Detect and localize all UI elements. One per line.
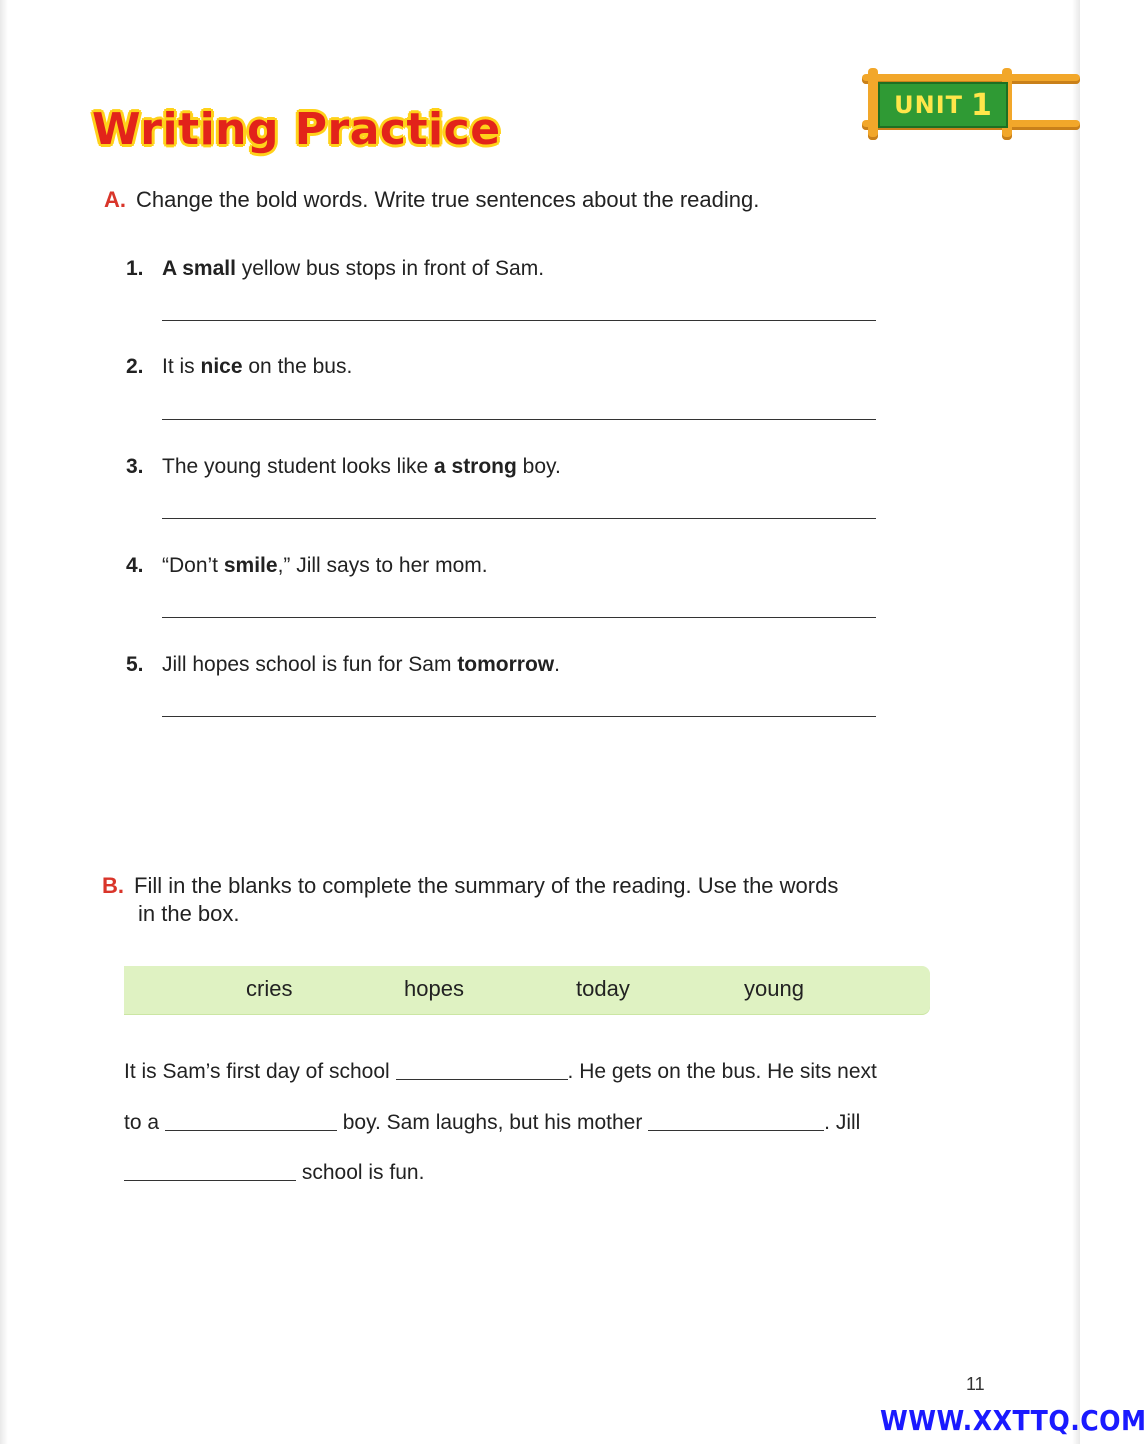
item-text-post: . (554, 653, 560, 676)
item-text-pre: Jill hopes school is fun for Sam (162, 653, 458, 676)
answer-line-2[interactable] (162, 419, 876, 420)
exercise-item (126, 653, 560, 677)
section-a-instruction: Change the bold words. Write true sentences about the reading. (136, 187, 760, 212)
summary-blank-2[interactable] (165, 1130, 337, 1131)
summary-text: boy. Sam laughs, but his mother (336, 1111, 649, 1134)
page-title: Writing Practice (92, 104, 501, 155)
answer-line-4[interactable] (162, 617, 876, 618)
unit-sign (862, 68, 1080, 142)
sign-frame-left (868, 68, 878, 140)
item-number: 2. (126, 355, 144, 378)
exercise-item (126, 455, 561, 479)
section-b-instruction-line2: in the box. (138, 901, 240, 926)
item-text-pre: It is (162, 355, 201, 378)
item-bold-words: a strong (434, 455, 517, 478)
item-bold-words: A small (162, 257, 236, 280)
summary-text: school is fun. (296, 1161, 425, 1184)
item-text-post: on the bus. (242, 355, 353, 378)
summary-text: . He gets on the bus. He sits next (567, 1060, 877, 1083)
word-box (124, 966, 930, 1014)
section-b-letter: B. (102, 873, 124, 898)
page-edge-left (0, 0, 8, 1444)
summary-line-1 (124, 1060, 877, 1084)
exercise-item (126, 355, 352, 379)
exercise-item (126, 554, 488, 578)
item-text-pre: The young student looks like (162, 455, 434, 478)
word-box-item: today (576, 976, 630, 1001)
summary-blank-3[interactable] (648, 1130, 824, 1131)
summary-line-3 (124, 1161, 424, 1185)
item-bold-words: tomorrow (457, 653, 555, 676)
word-box-item: hopes (404, 976, 464, 1001)
exercise-item (126, 257, 544, 281)
unit-board (878, 82, 1008, 128)
item-text-post: yellow bus stops in front of Sam. (235, 257, 545, 280)
item-number: 3. (126, 455, 144, 478)
item-bold-words: smile (223, 554, 278, 577)
section-b-instruction-line1: Fill in the blanks to complete the summary of the reading. Use the words (134, 873, 839, 898)
word-box-item: young (744, 976, 804, 1001)
section-b-heading (102, 872, 922, 928)
section-a-letter: A. (104, 187, 126, 212)
item-bold-words: nice (200, 355, 243, 378)
unit-number: 1 (971, 87, 992, 123)
answer-line-5[interactable] (162, 716, 876, 717)
answer-line-3[interactable] (162, 518, 876, 519)
summary-text: It is Sam’s first day of school (124, 1060, 396, 1083)
unit-label: UNIT (894, 91, 963, 119)
summary-text: . Jill (824, 1111, 861, 1134)
item-text-pre: “Don’t (162, 554, 224, 577)
item-text-post: boy. (516, 455, 561, 478)
item-number: 4. (126, 554, 144, 577)
summary-text: to a (124, 1111, 165, 1134)
watermark: WWW.XXTTQ.COM (880, 1404, 1147, 1437)
item-number: 1. (126, 257, 144, 280)
summary-blank-1[interactable] (396, 1079, 568, 1080)
summary-blank-4[interactable] (124, 1180, 296, 1181)
page-edge-right (1072, 0, 1080, 1444)
item-text-post: ,” Jill says to her mom. (277, 554, 488, 577)
section-a-heading (104, 186, 759, 214)
answer-line-1[interactable] (162, 320, 876, 321)
summary-line-2 (124, 1111, 860, 1135)
item-number: 5. (126, 653, 144, 676)
page-number: 11 (966, 1374, 985, 1394)
word-box-item: cries (246, 976, 293, 1001)
